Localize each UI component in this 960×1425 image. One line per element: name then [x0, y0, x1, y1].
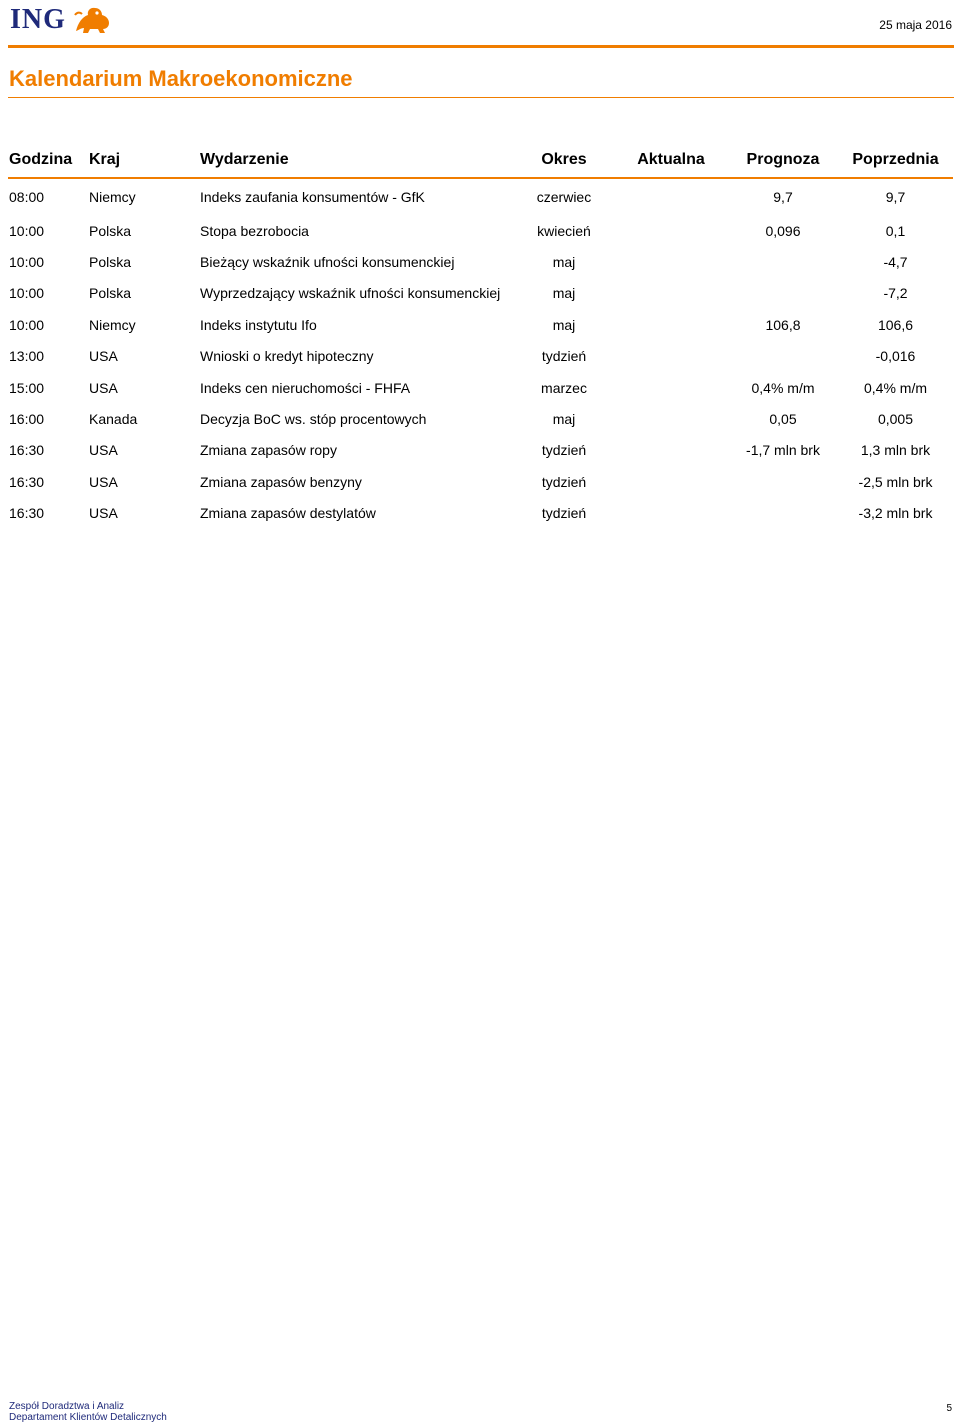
cell-country: USA — [89, 379, 118, 396]
cell-event: Indeks cen nieruchomości - FHFA — [200, 379, 411, 396]
header-divider — [8, 45, 954, 48]
table-row — [8, 498, 953, 529]
cell-event: Wnioski o kredyt hipoteczny — [200, 348, 374, 365]
cell-event: Wyprzedzający wskaźnik ufności konsumenckiej — [200, 285, 501, 302]
cell-previous: -0,016 — [875, 348, 916, 365]
cell-time: 08:00 — [9, 189, 45, 205]
cell-country: USA — [89, 505, 118, 522]
cell-actual — [614, 246, 728, 277]
cell-time: 13:00 — [9, 348, 45, 365]
column-header-forecast: Prognoza — [728, 143, 838, 178]
cell-time: 16:00 — [9, 411, 45, 428]
cell-actual — [614, 309, 728, 340]
cell-event: Stopa bezrobocia — [200, 222, 309, 239]
cell-event: Zmiana zapasów destylatów — [200, 505, 376, 522]
cell-country: Polska — [89, 285, 132, 302]
table-header-row — [8, 143, 953, 178]
cell-country: Polska — [89, 254, 132, 271]
cell-country: Kanada — [89, 411, 138, 428]
cell-event: Zmiana zapasów benzyny — [200, 473, 362, 490]
cell-forecast: 106,8 — [765, 316, 801, 333]
cell-previous: 1,3 mln brk — [860, 442, 931, 459]
logo-text: ING — [10, 4, 66, 35]
cell-period: maj — [552, 316, 576, 333]
cell-event: Bieżący wskaźnik ufności konsumenckiej — [200, 254, 455, 271]
cell-period: maj — [552, 285, 576, 302]
table-row — [8, 341, 953, 372]
cell-actual — [614, 341, 728, 372]
table-row — [8, 435, 953, 466]
cell-period: kwiecień — [537, 222, 591, 239]
column-header-period: Okres — [514, 143, 614, 178]
cell-forecast: 9,7 — [773, 189, 793, 205]
page-title: Kalendarium Makroekonomiczne — [9, 66, 353, 91]
cell-forecast: -1,7 mln brk — [746, 442, 820, 459]
footer-department — [9, 1401, 167, 1423]
cell-period: tydzień — [541, 442, 587, 459]
cell-time: 16:30 — [9, 505, 45, 522]
cell-country: Niemcy — [89, 189, 136, 205]
table-row — [8, 372, 953, 403]
table-row — [8, 466, 953, 497]
cell-period: tydzień — [541, 348, 587, 365]
cell-time: 16:30 — [9, 473, 45, 490]
cell-actual — [614, 403, 728, 434]
cell-previous: 0,1 — [885, 222, 906, 239]
table-row — [8, 246, 953, 277]
cell-forecast: 0,4% m/m — [751, 379, 815, 396]
cell-forecast — [728, 278, 838, 309]
cell-event: Decyzja BoC ws. stóp procentowych — [200, 411, 427, 428]
column-header-country: Kraj — [89, 143, 200, 178]
cell-event: Zmiana zapasów ropy — [200, 442, 337, 459]
page-header — [8, 4, 954, 46]
cell-actual — [614, 178, 728, 215]
cell-event: Indeks zaufania konsumentów - GfK — [200, 189, 425, 205]
cell-previous: -7,2 — [883, 285, 908, 302]
cell-period: tydzień — [541, 505, 587, 522]
cell-previous: -3,2 mln brk — [858, 505, 933, 522]
cell-country: Polska — [89, 222, 132, 239]
table-row — [8, 403, 953, 434]
footer-team-name: Zespół Doradztwa i Analiz — [9, 1401, 125, 1412]
cell-country: Niemcy — [89, 316, 136, 333]
ing-logo — [10, 4, 112, 36]
table-row — [8, 215, 953, 246]
report-date: 25 maja 2016 — [879, 18, 952, 32]
cell-time: 10:00 — [9, 254, 45, 271]
cell-actual — [614, 278, 728, 309]
cell-previous: 0,4% m/m — [863, 379, 927, 396]
cell-period: maj — [552, 411, 576, 428]
cell-forecast — [728, 341, 838, 372]
table-row — [8, 309, 953, 340]
cell-country: USA — [89, 442, 118, 459]
column-header-time: Godzina — [8, 143, 89, 178]
cell-event: Indeks instytutu Ifo — [200, 316, 317, 333]
title-divider — [8, 97, 954, 98]
cell-actual — [614, 498, 728, 529]
cell-previous: -4,7 — [883, 254, 908, 271]
lion-icon — [72, 5, 112, 35]
cell-previous: 0,005 — [877, 411, 914, 428]
column-header-event: Wydarzenie — [200, 143, 514, 178]
cell-forecast — [728, 498, 838, 529]
cell-previous: -2,5 mln brk — [858, 473, 933, 490]
cell-forecast: 0,096 — [765, 222, 801, 239]
cell-period: czerwiec — [536, 189, 592, 205]
cell-time: 10:00 — [9, 222, 45, 239]
cell-time: 10:00 — [9, 285, 45, 302]
table-row — [8, 178, 953, 215]
cell-actual — [614, 435, 728, 466]
cell-time: 16:30 — [9, 442, 45, 459]
table-row — [8, 278, 953, 309]
cell-time: 10:00 — [9, 316, 45, 333]
cell-country: USA — [89, 473, 118, 490]
page-number: 5 — [946, 1403, 952, 1414]
cell-actual — [614, 466, 728, 497]
cell-actual — [614, 215, 728, 246]
footer-department-name: Departament Klientów Detalicznych — [9, 1412, 167, 1423]
cell-period: tydzień — [541, 473, 587, 490]
cell-forecast: 0,05 — [769, 411, 797, 428]
cell-time: 15:00 — [9, 379, 45, 396]
cell-period: marzec — [541, 379, 587, 396]
cell-country: USA — [89, 348, 118, 365]
cell-previous: 9,7 — [885, 189, 906, 205]
cell-forecast — [728, 466, 838, 497]
column-header-actual: Aktualna — [614, 143, 728, 178]
cell-previous: 106,6 — [877, 316, 914, 333]
macro-calendar-table — [8, 143, 953, 529]
column-header-previous: Poprzednia — [838, 143, 953, 178]
cell-actual — [614, 372, 728, 403]
cell-forecast — [728, 246, 838, 277]
cell-period: maj — [552, 254, 576, 271]
